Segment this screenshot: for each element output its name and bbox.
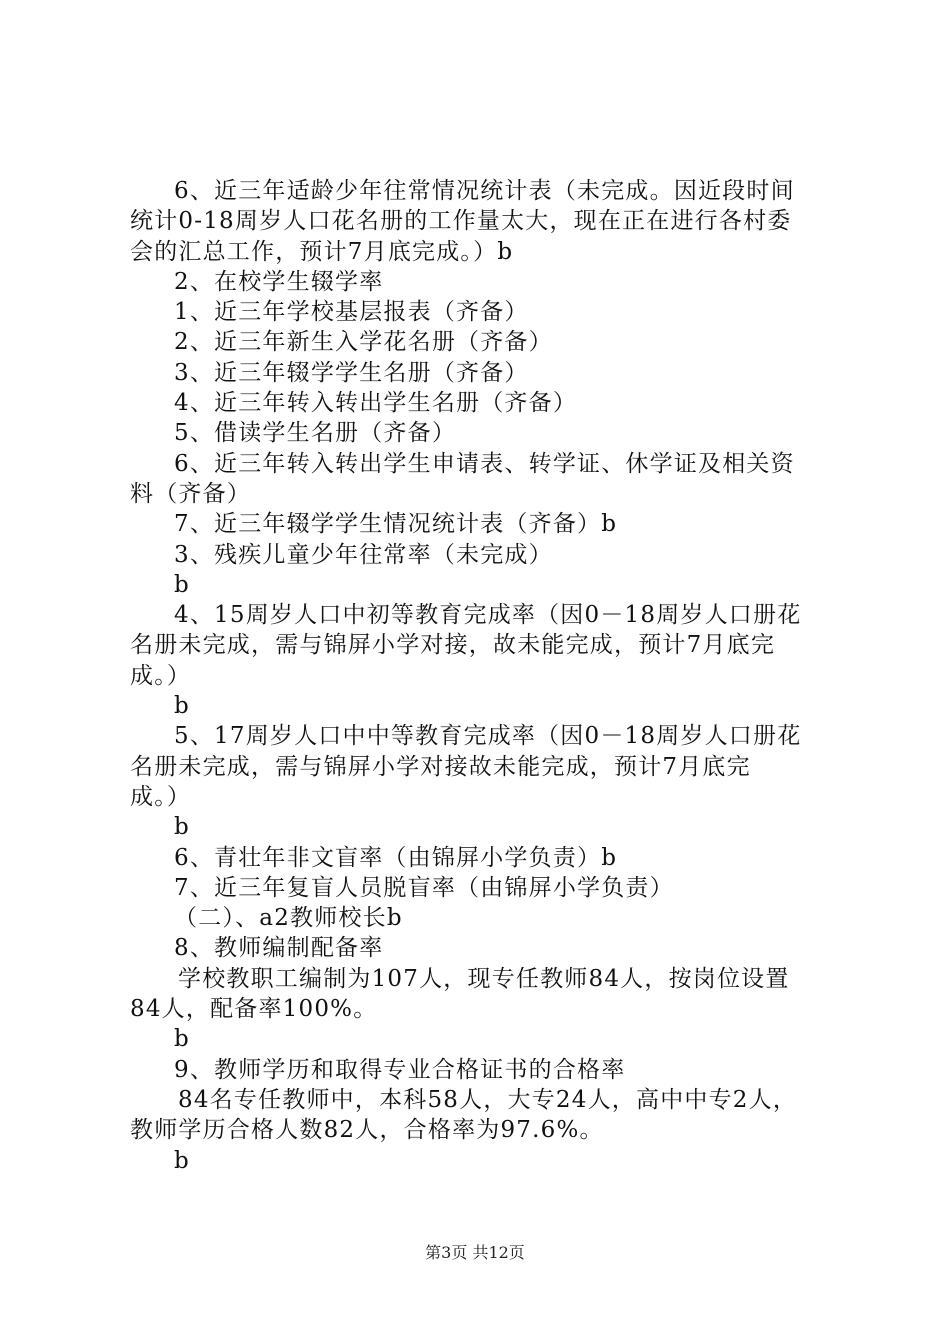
- text-line: 2、近三年新生入学花名册（齐备）: [174, 329, 553, 356]
- text-line: 3、残疾儿童少年往常率（未完成）: [174, 541, 553, 568]
- text-line: 教师学历合格人数82人，合格率为97.6%。: [130, 1117, 604, 1144]
- text-line: 6、青壮年非文盲率（由锦屏小学负责）b: [174, 844, 618, 871]
- text-line: 2、在校学生辍学率: [174, 268, 384, 295]
- text-line: 名册未完成，需与锦屏小学对接故未能完成，预计7月底完: [130, 753, 751, 780]
- text-line: 6、近三年转入转出学生申请表、转学证、休学证及相关资: [174, 450, 795, 477]
- text-line: 料（齐备）: [130, 480, 251, 507]
- text-line: b: [174, 814, 190, 841]
- text-line: 84人，配备率100%。: [130, 996, 378, 1023]
- text-line: 4、近三年转入转出学生名册（齐备）: [174, 390, 578, 417]
- document-body: [130, 176, 830, 1176]
- text-line: b: [174, 1026, 190, 1053]
- page-footer: 第3页 共12页: [425, 1243, 525, 1262]
- text-line: 会的汇总工作，预计7月底完成。）b: [130, 238, 514, 265]
- text-line: 5、17周岁人口中中等教育完成率（因0－18周岁人口册花: [174, 723, 802, 750]
- text-line: 9、教师学历和取得专业合格证书的合格率: [174, 1056, 626, 1083]
- text-line: 8、教师编制配备率: [174, 935, 384, 962]
- text-line: 5、借读学生名册（齐备）: [174, 420, 457, 447]
- text-line: （二）、a2教师校长b: [174, 905, 403, 932]
- text-line: b: [174, 571, 190, 598]
- text-line: 统计0-18周岁人口花名册的工作量太大，现在正在进行各村委: [130, 208, 792, 235]
- text-line: b: [174, 693, 190, 720]
- text-line: 7、近三年辍学学生情况统计表（齐备）b: [174, 511, 618, 538]
- text-line: 84名专任教师中，本科58人，大专24人，高中中专2人，: [178, 1086, 798, 1113]
- text-line: 7、近三年复盲人员脱盲率（由锦屏小学负责）: [174, 874, 674, 901]
- text-line: 3、近三年辍学学生名册（齐备）: [174, 359, 529, 386]
- text-line: 6、近三年适龄少年往常情况统计表（未完成。因近段时间: [174, 178, 795, 204]
- text-line: 4、15周岁人口中初等教育完成率（因0－18周岁人口册花: [174, 602, 802, 629]
- text-line: b: [174, 1147, 190, 1174]
- text-line: 1、近三年学校基层报表（齐备）: [174, 299, 529, 326]
- text-line: 成。）: [130, 783, 192, 810]
- text-line: 学校教职工编制为107人，现专任教师84人，按岗位设置: [178, 965, 790, 992]
- text-line: 成。）: [130, 662, 192, 689]
- text-line: 名册未完成，需与锦屏小学对接，故未能完成，预计7月底完: [130, 632, 776, 659]
